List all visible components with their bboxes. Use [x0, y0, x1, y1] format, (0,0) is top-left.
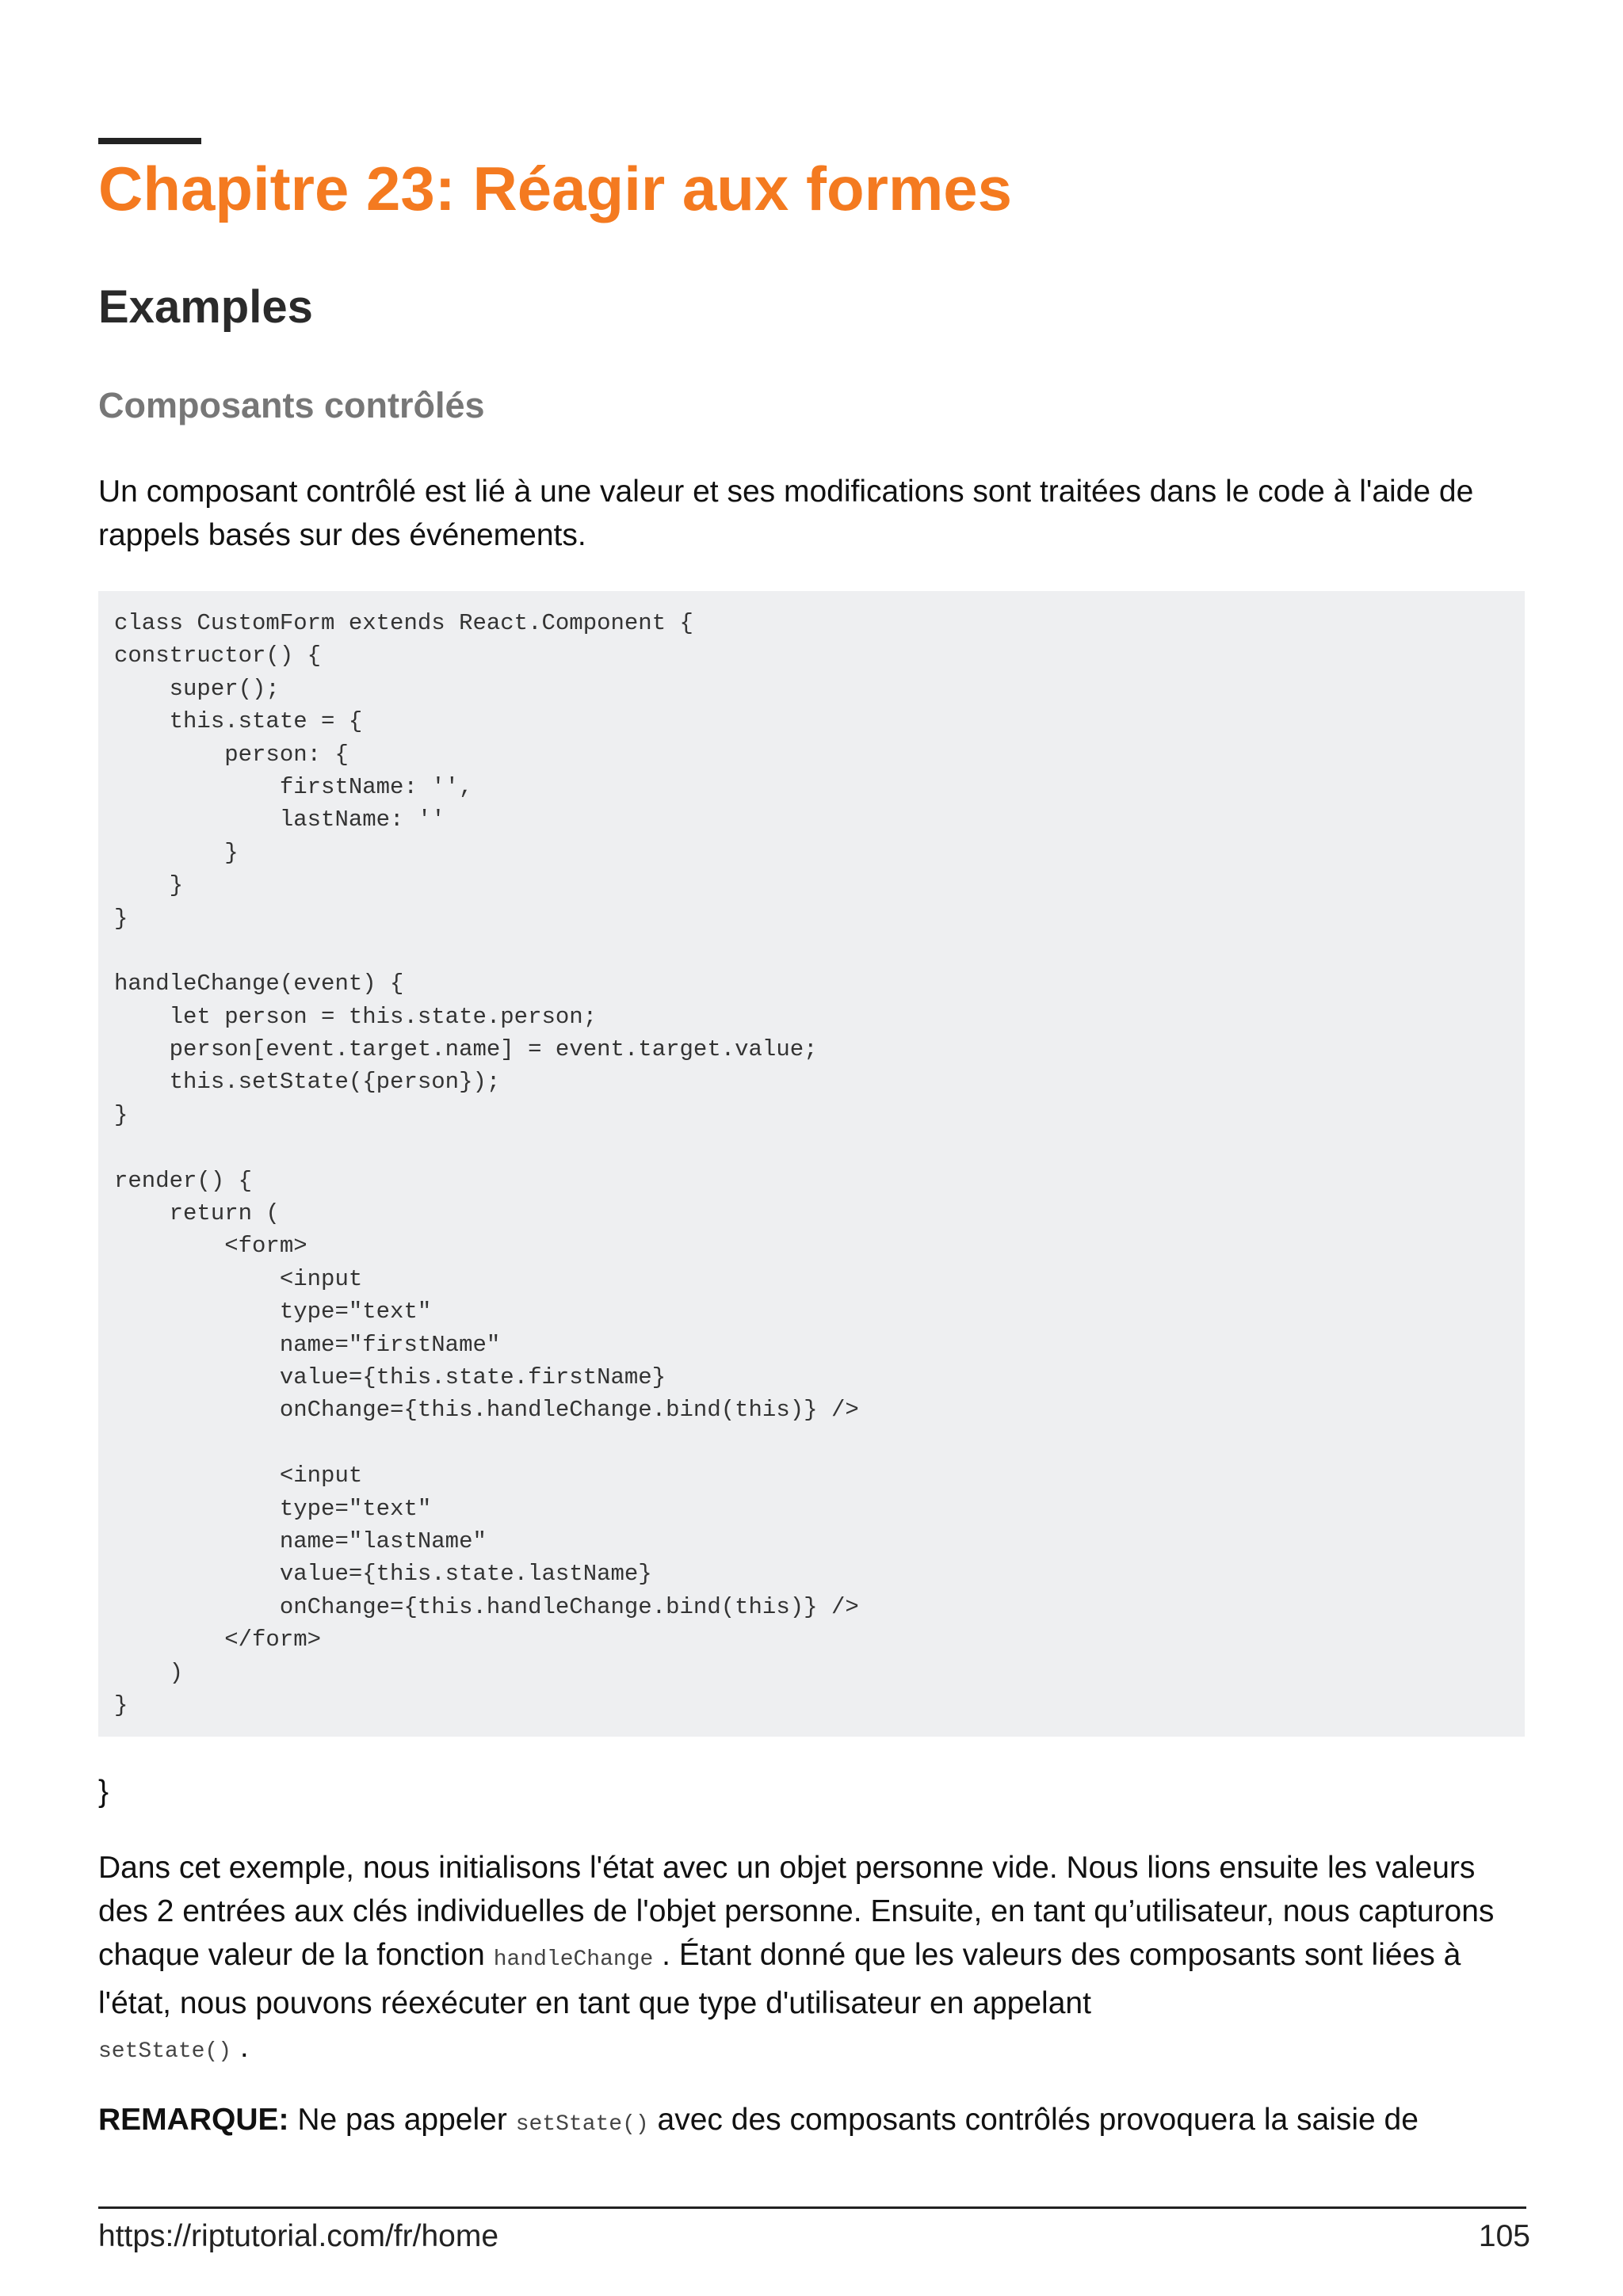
footer-rule	[98, 2206, 1526, 2209]
explanation-text-3: .	[231, 2030, 249, 2064]
explanation-text-2: . Étant donné que les valeurs des composants sont liées à l'état, nous pouvons réexécuter en tant que type d'utilisateur en appelant	[98, 1938, 1461, 2020]
code-line: <input	[114, 1265, 363, 1292]
chapter-title: Chapitre 23: Réagir aux formes	[98, 154, 1013, 223]
code-line: }	[114, 872, 184, 899]
section-title: Examples	[98, 281, 313, 333]
code-line: }	[114, 905, 128, 932]
code-line: return (	[114, 1200, 280, 1227]
footer-url: https://riptutorial.com/fr/home	[98, 2219, 499, 2253]
code-line: type="text"	[114, 1299, 432, 1325]
code-line: constructor() {	[114, 643, 322, 669]
code-line: value={this.state.firstName}	[114, 1363, 666, 1390]
closing-brace: }	[98, 1775, 109, 1809]
code-line: <form>	[114, 1233, 307, 1260]
code-line	[114, 935, 1509, 967]
remark-text-1: Ne pas appeler	[288, 2103, 516, 2137]
code-line: value={this.state.lastName}	[114, 1561, 652, 1588]
explanation-paragraph	[98, 1846, 1525, 2073]
inline-code-setstate-remark: setState()	[515, 2112, 649, 2137]
code-line: class CustomForm extends React.Component {	[114, 610, 693, 636]
intro-paragraph: Un composant contrôlé est lié à une valeur et ses modifications sont traitées dans le code à l'aide de rappels basés sur des événements.	[98, 475, 1474, 552]
code-line: type="text"	[114, 1495, 432, 1522]
code-line: lastName: ''	[114, 807, 445, 833]
code-line: <input	[114, 1463, 363, 1489]
code-line: firstName: '',	[114, 773, 473, 800]
code-line: onChange={this.handleChange.bind(this)} />	[114, 1397, 859, 1424]
code-line: </form>	[114, 1627, 322, 1653]
code-line: person[event.target.name] = event.target.value;	[114, 1036, 818, 1063]
code-line: }	[114, 1101, 128, 1128]
code-line: }	[114, 1691, 128, 1718]
page-number: 105	[1478, 2219, 1530, 2253]
code-line: onChange={this.handleChange.bind(this)} />	[114, 1593, 859, 1620]
code-line: name="lastName"	[114, 1527, 487, 1554]
code-line: handleChange(event) {	[114, 971, 404, 997]
code-line: let person = this.state.person;	[114, 1003, 598, 1030]
remark-paragraph	[98, 2098, 1525, 2146]
code-line: )	[114, 1659, 184, 1686]
remark-label: REMARQUE:	[98, 2103, 289, 2137]
code-line: name="firstName"	[114, 1331, 501, 1358]
code-line: render() {	[114, 1167, 253, 1194]
code-line: super();	[114, 675, 280, 702]
code-line	[114, 1131, 1509, 1164]
chapter-title-rule	[98, 138, 201, 144]
code-line: this.state = {	[114, 708, 363, 735]
explanation-text-1: Dans cet exemple, nous initialisons l'état avec un objet personne vide. Nous lions ensuite les valeurs des 2 entrées aux clés individuelles de l'objet personne. Ensuite, en tant qu’utilisateur, nous capturons chaque valeur de la fonction	[98, 1851, 1495, 1972]
subsection-title: Composants contrôlés	[98, 385, 485, 425]
code-line: person: {	[114, 741, 349, 768]
code-line	[114, 1427, 1509, 1459]
code-line: }	[114, 839, 239, 866]
inline-code-setstate: setState()	[98, 2039, 232, 2064]
inline-code-handlechange: handleChange	[493, 1947, 654, 1972]
code-line: this.setState({person});	[114, 1069, 501, 1096]
code-block	[98, 591, 1525, 1737]
remark-text-2: avec des composants contrôlés provoquera la saisie de	[648, 2103, 1419, 2137]
